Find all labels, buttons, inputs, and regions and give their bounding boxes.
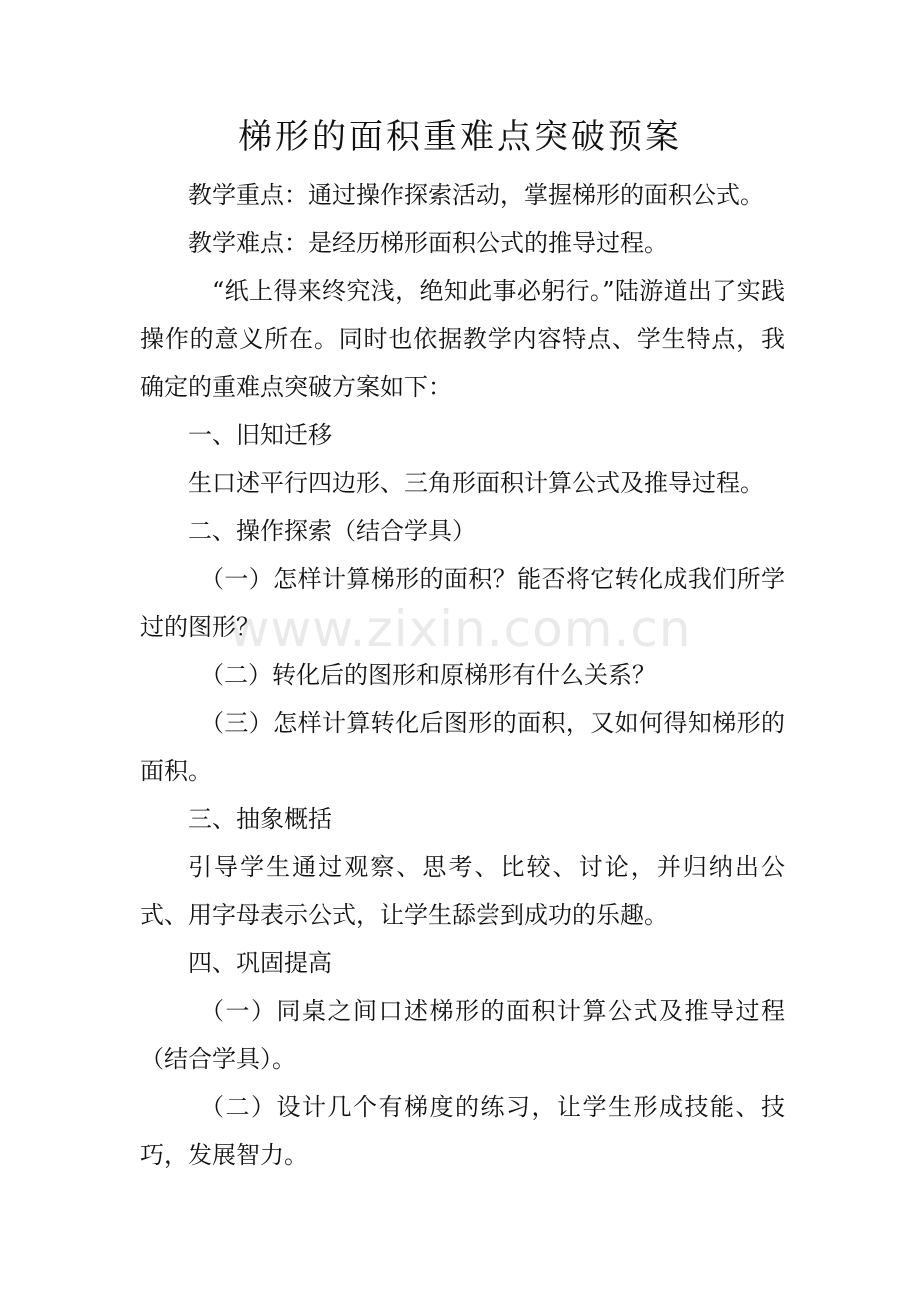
watermark: www.zixin.com.cn <box>228 600 692 658</box>
section-2-item-3: （三）怎样计算转化后图形的面积，又如何得知梯形的面积。 <box>140 709 785 785</box>
section-heading-1: 一、旧知迁移 <box>188 421 332 449</box>
teaching-focus-paragraph: 教学重点：通过操作探索活动，掌握梯形的面积公式。 <box>188 181 764 209</box>
quote-paragraph: “纸上得来终究浅，绝知此事必躬行。”陆游道出了实践操作的意义所在。同时也依据教学内容特点、学生特点，我确定的重难点突破方案如下： <box>140 277 785 401</box>
section-heading-2: 二、操作探索（结合学具） <box>188 517 476 545</box>
section-4-item-2: （二）设计几个有梯度的练习，让学生形成技能、技巧，发展智力。 <box>140 1093 785 1169</box>
section-3-content: 引导学生通过观察、思考、比较、讨论，并归纳出公式、用字母表示公式，让学生舔尝到成功的乐趣。 <box>140 853 785 929</box>
teaching-difficulty-paragraph: 教学难点：是经历梯形面积公式的推导过程。 <box>188 229 668 257</box>
section-heading-4: 四、巩固提高 <box>188 949 332 977</box>
document-body <box>140 171 785 1179</box>
section-heading-3: 三、抽象概括 <box>188 805 332 833</box>
section-2-item-2: （二）转化后的图形和原梯形有什么关系？ <box>200 661 656 689</box>
section-2-item-1: （一）怎样计算梯形的面积？能否将它转化成我们所学过的图形？ <box>140 565 785 641</box>
section-1-content: 生口述平行四边形、三角形面积计算公式及推导过程。 <box>188 469 764 497</box>
document-title: 梯形的面积重难点突破预案 <box>238 117 682 157</box>
section-4-item-1: （一）同桌之间口述梯形的面积计算公式及推导过程（结合学具）。 <box>140 997 785 1073</box>
